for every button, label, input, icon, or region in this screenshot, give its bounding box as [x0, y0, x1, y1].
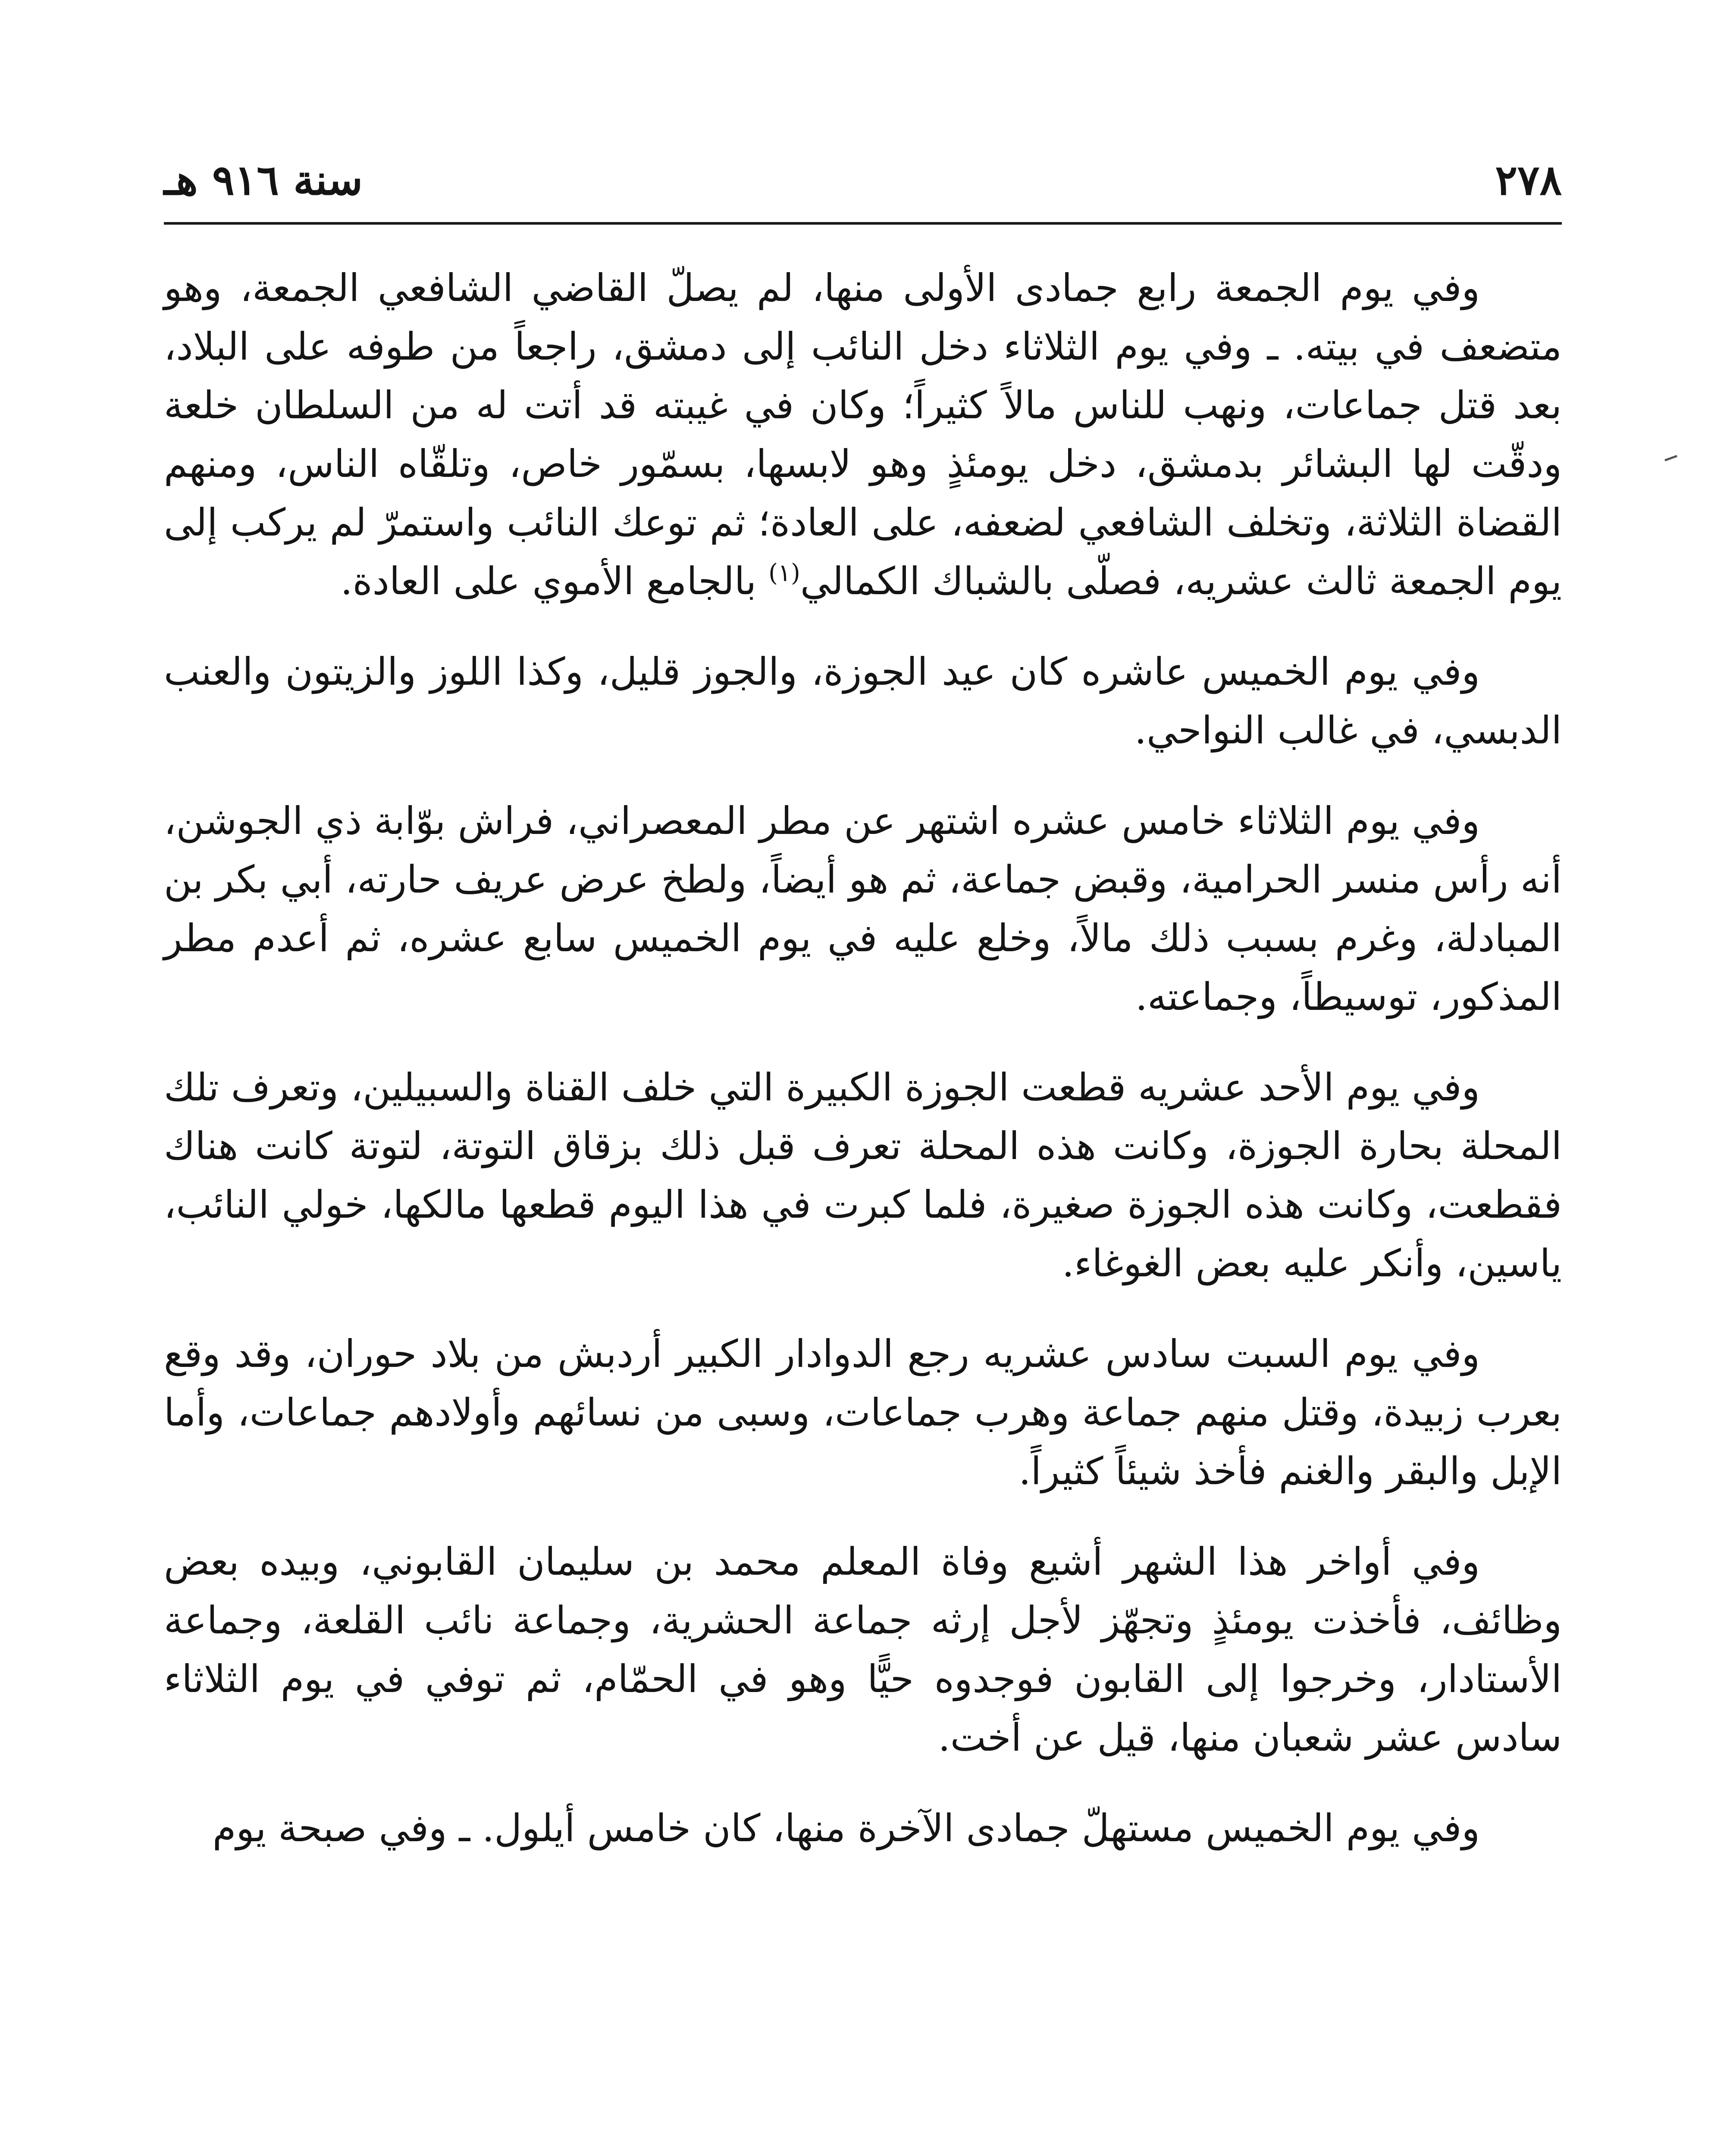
- paragraph: وفي يوم الأحد عشريه قطعت الجوزة الكبيرة التي خلف القناة والسبيلين، وتعرف تلك المحلة بحارة الجوزة، وكانت هذه المحلة تعرف قبل ذلك بزقاق التوتة، لتوتة كانت هناك فقطعت، وكانت هذه الجوزة صغيرة، فلما كبرت في هذا اليوم قطعها مالكها، خولي النائب، ياسين، وأنكر عليه بعض الغوغاء.: [164, 1065, 1562, 1285]
- running-header: [164, 151, 1562, 220]
- main-text: [164, 259, 1562, 1890]
- paragraph: وفي أواخر هذا الشهر أشيع وفاة المعلم محمد بن سليمان القابوني، وبيده بعض وظائف، فأخذت يومئذٍ وتجهّز لأجل إرثه جماعة الحشرية، وجماعة نائب القلعة، وجماعة الأستادار، وخرجوا إلى القابون فوجدوه حيًّا وهو في الحمّام، ثم توفي في يوم الثلاثاء سادس عشر شعبان منها، قيل عن أخت.: [164, 1539, 1562, 1760]
- paragraph-text-continued: بالجامع الأموي على العادة.: [340, 559, 769, 603]
- paragraph: وفي يوم الخميس مستهلّ جمادى الآخرة منها، كان خامس أيلول. ـ وفي صبحة يوم: [212, 1806, 1480, 1850]
- paragraph-text: وفي يوم الجمعة رابع جمادى الأولى منها، لم يصلّ القاضي الشافعي الجمعة، وهو متضعف في بيته. ـ وفي يوم الثلاثاء دخل النائب إلى دمشق، راجعاً من طوفه على البلاد، بعد قتل جماعات، ونهب للناس مالاً كثيراً؛ وكان في غيبته قد أتت له من السلطان خلعة ودقّت لها البشائر بدمشق، دخل يومئذٍ وهو لابسها، بسمّور خاص، وتلقّاه الناس، ومنهم القضاة الثلاثة، وتخلف الشافعي لضعفه، على العادة؛ ثم توعك النائب واستمرّ لم يركب إلى يوم الجمعة ثالث عشريه، فصلّى بالشباك الكمالي: [164, 266, 1562, 603]
- paragraph: وفي يوم الثلاثاء خامس عشره اشتهر عن مطر المعصراني، فراش بوّابة ذي الجوشن، أنه رأس منسر الحرامية، وقبض جماعة، ثم هو أيضاً، ولطخ عرض عريف حارته، أبي بكر بن المبادلة، وغرم بسبب ذلك مالاً، وخلع عليه في يوم الخميس سابع عشره، ثم أعدم مطر المذكور، توسيطاً، وجماعته.: [164, 799, 1562, 1019]
- header-divider: [164, 222, 1562, 225]
- margin-mark: [1664, 455, 1677, 461]
- paragraph: وفي يوم السبت سادس عشريه رجع الدوادار الكبير أردبش من بلاد حوران، وقد وقع بعرب زبيدة، وقتل منهم جماعة وهرب جماعات، وسبى من نسائهم وأولادهم جماعات، وأما الإبل والبقر والغنم فأخذ شيئاً كثيراً.: [164, 1332, 1562, 1493]
- page-number: ٢٧٨: [1495, 156, 1562, 204]
- footnote-reference: (١): [768, 559, 800, 587]
- running-title: سنة ٩١٦ هـ: [164, 156, 363, 204]
- paragraph: [164, 259, 1562, 611]
- paragraph: وفي يوم الخميس عاشره كان عيد الجوزة، والجوز قليل، وكذا اللوز والزيتون والعنب الدبسي، في غالب النواحي.: [164, 649, 1562, 752]
